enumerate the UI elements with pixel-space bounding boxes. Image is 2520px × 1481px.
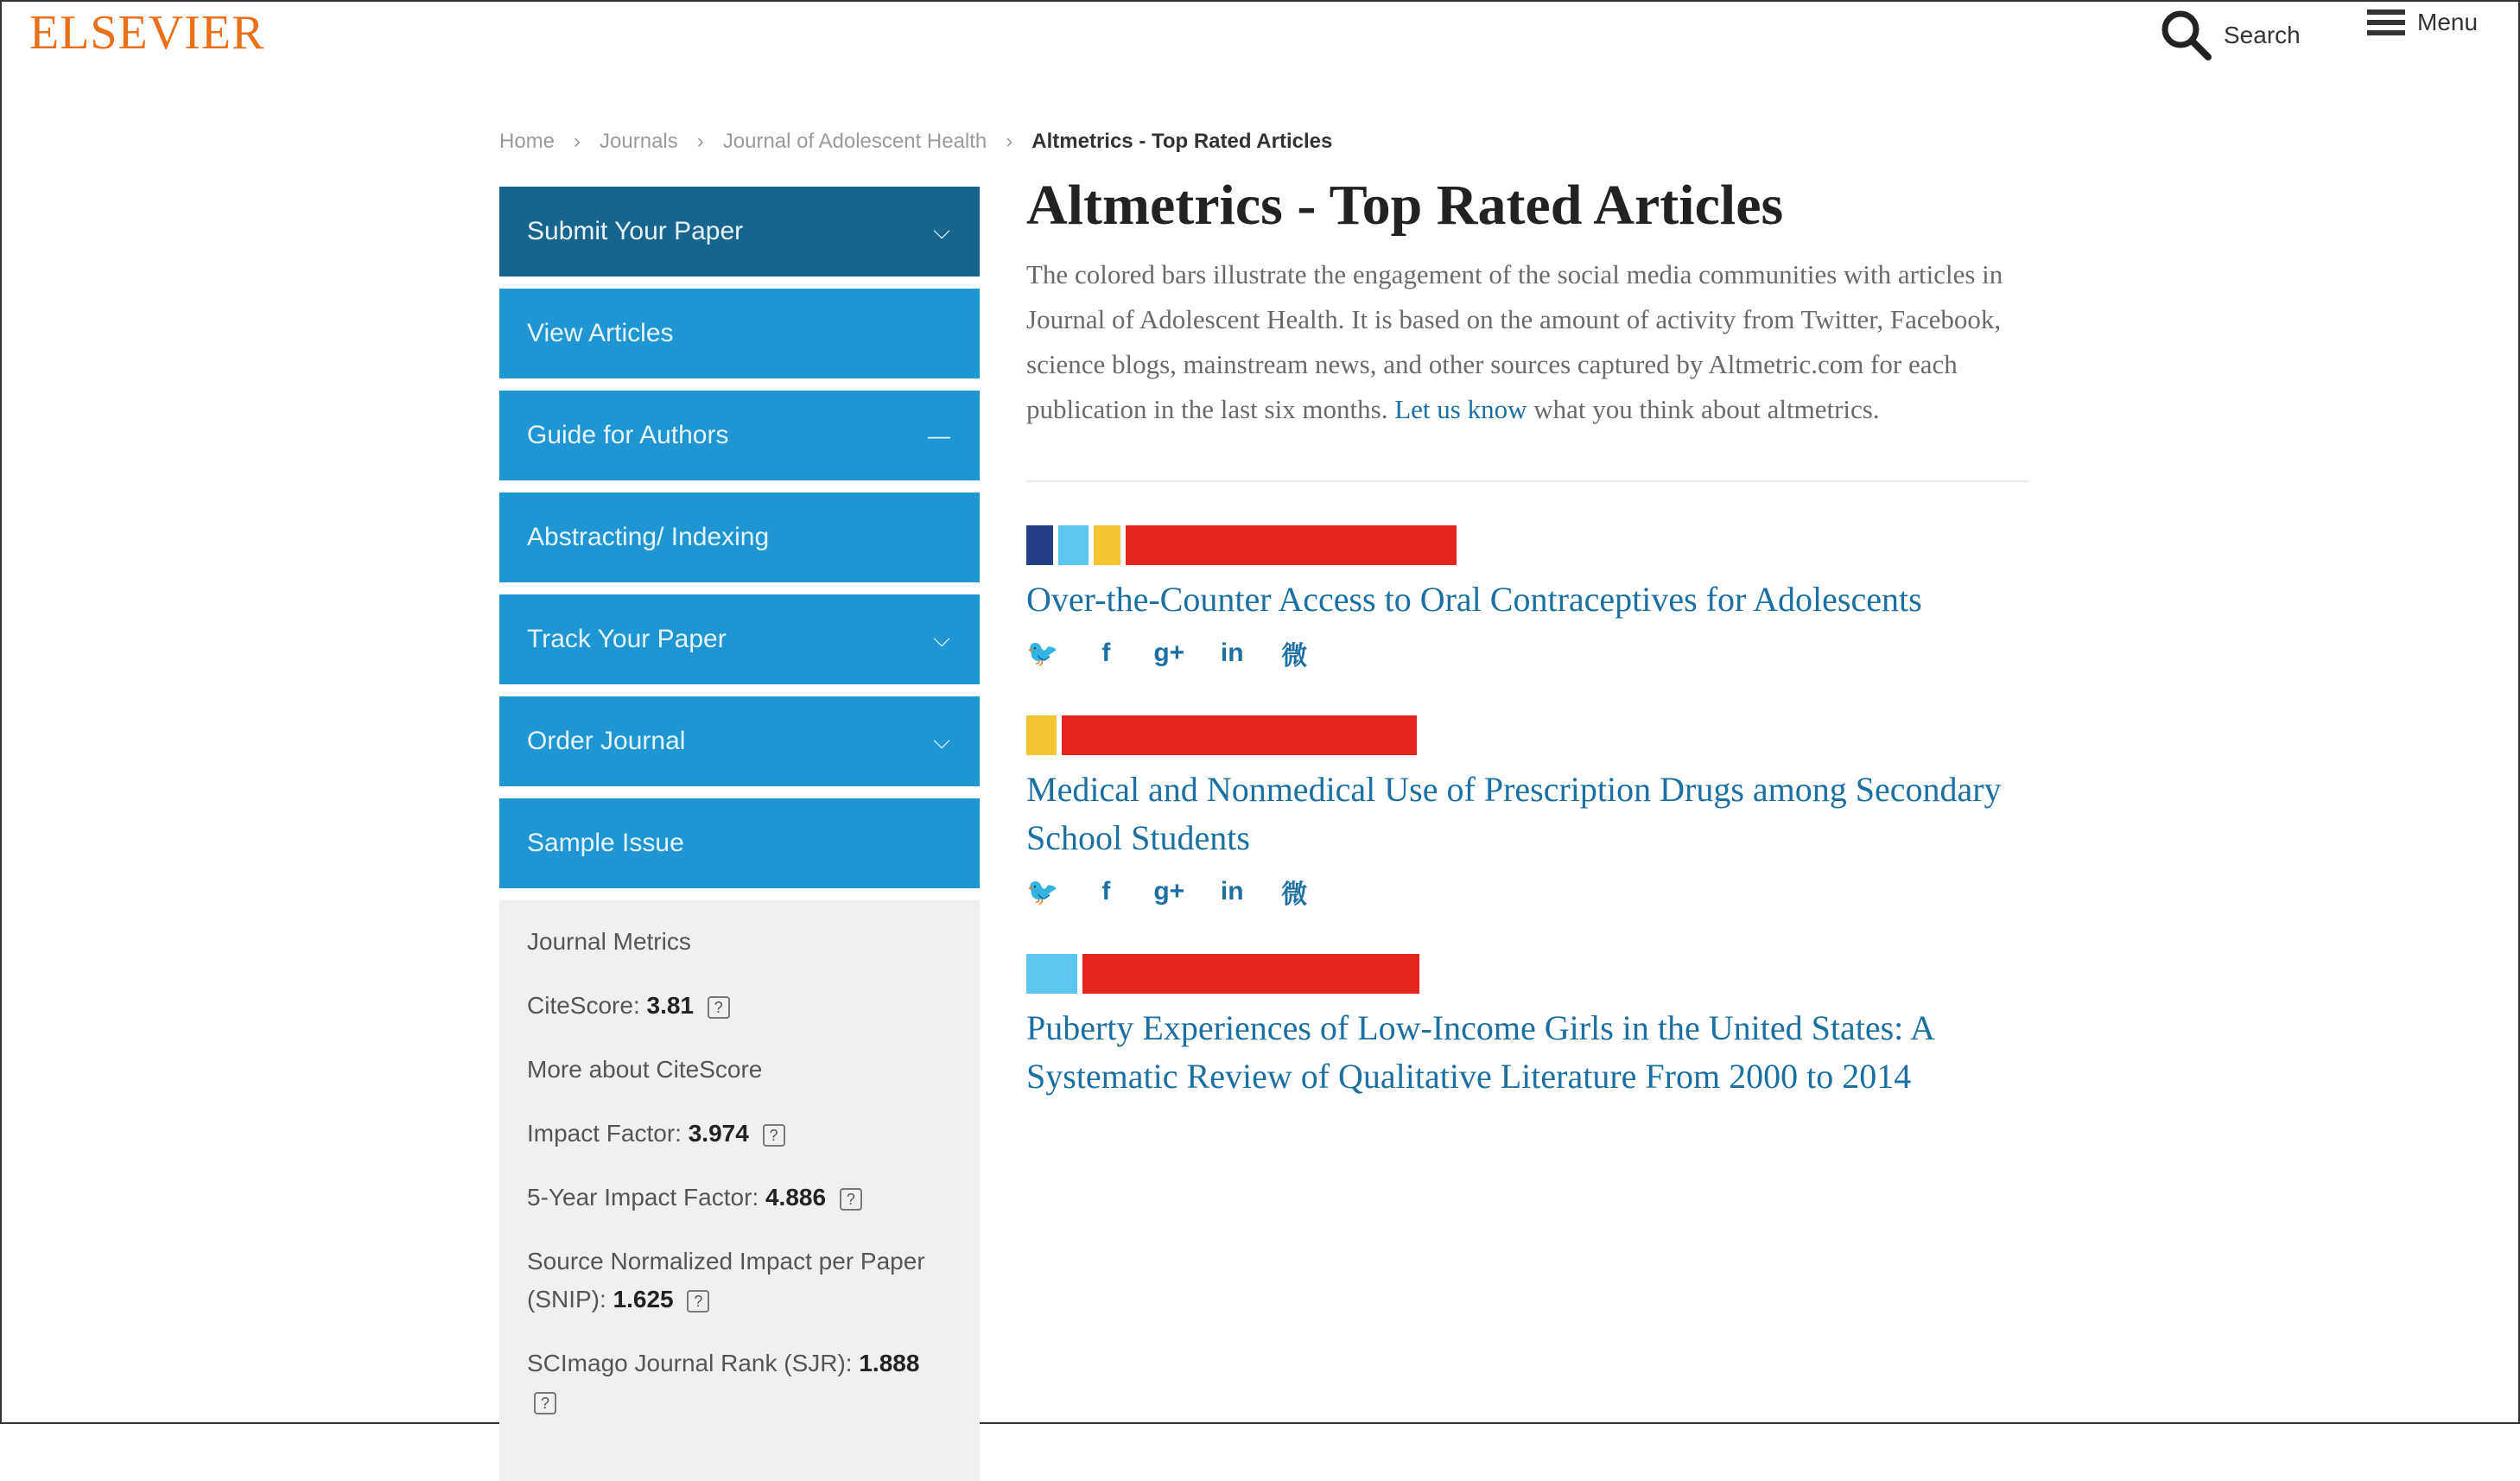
twitter-icon[interactable]: 🐦 <box>1026 877 1059 906</box>
breadcrumb-journals[interactable]: Journals <box>600 130 678 153</box>
help-icon[interactable]: ? <box>763 1124 785 1147</box>
altmetric-bar-segment <box>1094 525 1120 565</box>
altmetric-bar-segment <box>1126 525 1457 565</box>
hamburger-icon <box>2367 10 2405 35</box>
journal-metrics-heading: Journal Metrics <box>527 928 691 955</box>
altmetric-bar-segment <box>1062 715 1417 755</box>
sina-weibo-icon[interactable]: 微 <box>1281 880 1308 909</box>
breadcrumb-home[interactable]: Home <box>499 130 555 153</box>
intro-text: The colored bars illustrate the engagement of the social media communities with articles in Journal of Adolescent Health. It is based on the amount of activity from Twitter, Facebook, science blogs, mainstream news, and other sources captured by Altmetric.com for each publication in the last six months. <box>1026 259 2003 424</box>
citescore-value: 3.81 <box>646 992 694 1019</box>
sidebar-item-order-journal[interactable] <box>499 696 980 786</box>
search-label: Search <box>2224 22 2301 48</box>
breadcrumb-separator: › <box>1006 130 1013 153</box>
twitter-icon[interactable]: 🐦 <box>1026 639 1059 668</box>
sidebar-item-label: Sample Issue <box>527 829 684 857</box>
linkedin-icon[interactable]: in <box>1220 877 1244 906</box>
facebook-icon[interactable]: f <box>1101 877 1111 906</box>
help-icon[interactable]: ? <box>687 1290 709 1313</box>
sidebar-item-track-your-paper[interactable] <box>499 594 980 684</box>
intro-suffix: what you think about altmetrics. <box>1533 394 1880 424</box>
elsevier-logo[interactable]: ELSEVIER <box>29 6 265 60</box>
citescore-label: CiteScore: <box>527 992 640 1019</box>
sidebar-item-sample-issue[interactable] <box>499 798 980 888</box>
impact-factor-row <box>527 1115 954 1153</box>
five-year-impact-row <box>527 1179 954 1217</box>
main-content <box>1026 173 2028 1101</box>
article-title-link[interactable]: Medical and Nonmedical Use of Prescription Drugs among Secondary School Students <box>1026 770 2002 857</box>
sidebar-item-view-articles[interactable] <box>499 289 980 378</box>
impact-factor-label: Impact Factor: <box>527 1120 682 1147</box>
sina-weibo-icon[interactable]: 微 <box>1281 642 1308 671</box>
chevron-down-icon: ⌵ <box>933 728 950 753</box>
altmetric-bar-segment <box>1082 954 1419 994</box>
sjr-value: 1.888 <box>859 1350 920 1376</box>
altmetric-bar-segment <box>1026 525 1053 565</box>
altmetric-bar-segment <box>1026 715 1057 755</box>
share-icons <box>1026 634 2028 672</box>
snip-label: Source Normalized Impact per Paper (SNIP): <box>527 1248 925 1313</box>
altmetric-bar[interactable] <box>1026 954 2028 994</box>
menu-label: Menu <box>2417 9 2479 35</box>
five-year-impact-value: 4.886 <box>765 1184 827 1211</box>
sjr-label: SCImago Journal Rank (SJR): <box>527 1350 853 1376</box>
snip-value: 1.625 <box>613 1286 674 1313</box>
sidebar-item-guide-for-authors[interactable] <box>499 391 980 480</box>
journal-metrics-panel <box>499 900 980 1481</box>
menu-button[interactable] <box>2367 9 2478 36</box>
help-icon[interactable]: ? <box>708 996 730 1019</box>
help-icon[interactable]: ? <box>534 1392 556 1414</box>
sidebar-item-label: Guide for Authors <box>527 421 729 449</box>
sidebar-item-label: Order Journal <box>527 727 686 755</box>
linkedin-icon[interactable]: in <box>1220 639 1244 667</box>
altmetric-bar[interactable] <box>1026 525 2028 565</box>
let-us-know-link[interactable]: Let us know <box>1394 394 1527 424</box>
impact-factor-value: 3.974 <box>688 1120 749 1147</box>
breadcrumb-separator: › <box>696 130 704 153</box>
breadcrumb-journal[interactable]: Journal of Adolescent Health <box>722 130 987 153</box>
search-button[interactable] <box>2160 9 2301 62</box>
article-title-link[interactable]: Puberty Experiences of Low-Income Girls in the United States: A Systematic Review of Qualitative Literature From 2000 to 2014 <box>1026 1008 1933 1096</box>
sidebar <box>499 187 980 1481</box>
sidebar-item-label: Track Your Paper <box>527 625 727 653</box>
article-item <box>1026 715 2028 911</box>
citescore-row <box>527 987 954 1025</box>
more-about-citescore-link[interactable]: More about CiteScore <box>527 1056 763 1083</box>
share-icons <box>1026 873 2028 911</box>
article-item <box>1026 954 2028 1101</box>
breadcrumb-current: Altmetrics - Top Rated Articles <box>1031 130 1333 153</box>
breadcrumb <box>499 130 1332 154</box>
collapse-icon: — <box>928 422 950 448</box>
divider <box>1026 480 2028 482</box>
facebook-icon[interactable]: f <box>1101 639 1111 667</box>
altmetric-bar-segment <box>1058 525 1089 565</box>
article-title-link[interactable]: Over-the-Counter Access to Oral Contraceptives for Adolescents <box>1026 580 1922 619</box>
help-icon[interactable]: ? <box>840 1188 862 1211</box>
google-plus-icon[interactable]: g+ <box>1153 639 1185 667</box>
chevron-down-icon: ⌵ <box>933 218 950 244</box>
five-year-impact-label: 5-Year Impact Factor: <box>527 1184 759 1211</box>
breadcrumb-separator: › <box>574 130 581 153</box>
snip-row <box>527 1243 954 1319</box>
sidebar-item-label: View Articles <box>527 319 674 347</box>
sidebar-item-abstracting-indexing[interactable] <box>499 493 980 582</box>
page-title: Altmetrics - Top Rated Articles <box>1026 174 1784 237</box>
altmetric-bar-segment <box>1026 954 1077 994</box>
intro-paragraph <box>1026 252 2028 432</box>
sidebar-item-label: Submit Your Paper <box>527 217 744 245</box>
sjr-row <box>527 1344 954 1421</box>
chevron-down-icon: ⌵ <box>933 626 950 652</box>
sidebar-item-submit-your-paper[interactable] <box>499 187 980 276</box>
sidebar-item-label: Abstracting/ Indexing <box>527 523 770 551</box>
article-item <box>1026 525 2028 672</box>
altmetric-bar[interactable] <box>1026 715 2028 755</box>
google-plus-icon[interactable]: g+ <box>1153 877 1185 906</box>
search-icon <box>2160 9 2213 62</box>
